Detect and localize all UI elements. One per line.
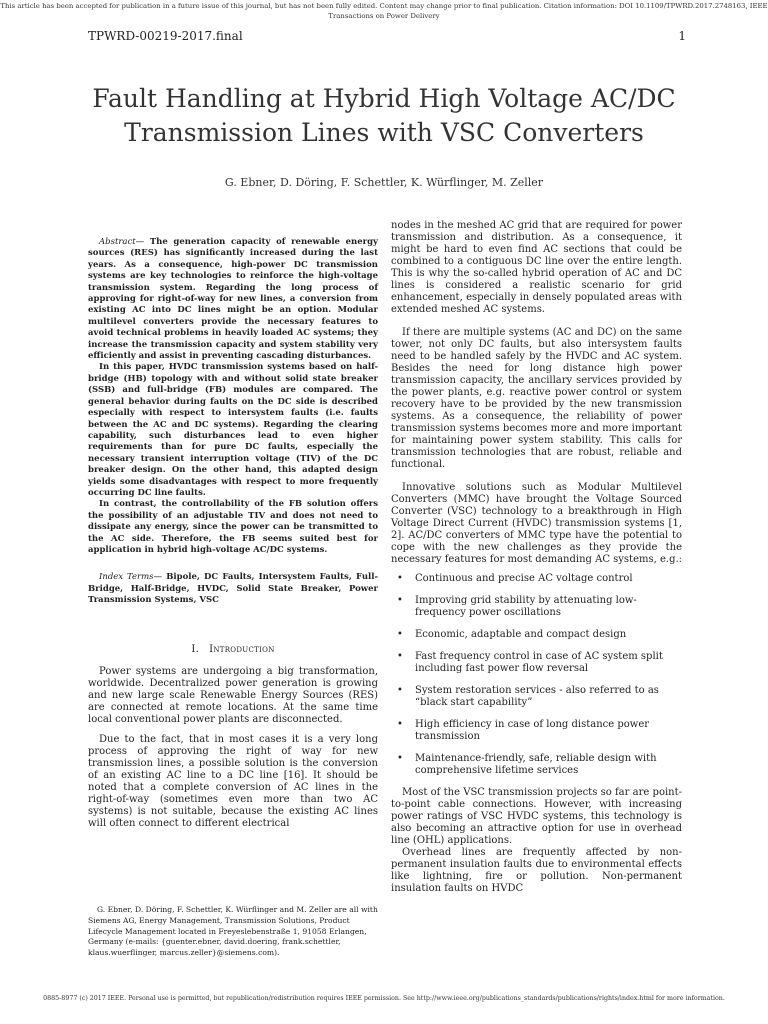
author-list: G. Ebner, D. Döring, F. Schettler, K. Würflinger, M. Zeller — [224, 176, 544, 189]
section-number: I. — [191, 643, 200, 655]
bullet-icon: • — [397, 651, 403, 662]
right-paragraph-1: nodes in the meshed AC grid that are required for power transmission and distribution. As a consequence, it might be hard to even find AC sections that could be combined to a contiguous DC line over the entire length. This is why the so-called hybrid operation of AC and DC lines is considered a realistic scenario for grid enhancement, especially in densely populated areas with extended meshed AC systems. — [391, 220, 682, 315]
bullet-icon: • — [397, 719, 403, 730]
title-line-1: Fault Handling at Hybrid High Voltage AC/DC — [92, 84, 676, 113]
index-terms-label: Index Terms— — [99, 572, 163, 583]
abstract-paragraph-3: In contrast, the controllability of the FB solution offers the possibility of an adjustable TIV and does not need to dissipate any energy, since the power can be transmitted to the AC side. Therefore, the FB seems suited best for application in hybrid high-voltage AC/DC systems. — [88, 499, 378, 555]
bullet-icon: • — [397, 573, 403, 584]
section-heading-introduction — [88, 644, 378, 656]
intro-paragraph-2: Due to the fact, that in most cases it is a very long process of approving the right of way for new transmission lines, a possible solution is the conversion of an existing AC line to a DC line [16]. It should be noted that a complete conversion of AC lines in the right-of-way (sometimes even more than two AC systems) is not suitable, because the existing AC lines will often connect to different electrical — [88, 733, 378, 829]
index-terms-text: Bipole, DC Faults, Intersystem Faults, Full-Bridge, Half-Bridge, HVDC, Solid State Breaker, Power Transmission Systems, VSC — [88, 572, 379, 606]
page-number: 1 — [678, 29, 686, 43]
abstract-label: Abstract— — [99, 237, 145, 247]
feature-list-item: • High efficiency in case of long distance power transmission — [397, 719, 650, 742]
bullet-icon: • — [397, 595, 403, 606]
introduction-body — [88, 666, 378, 830]
feature-list-item: • Fast frequency control in case of AC system split including fast power flow reversal — [397, 651, 663, 674]
abstract — [88, 237, 378, 556]
left-column — [88, 237, 378, 838]
right-paragraph-3: Innovative solutions such as Modular Multilevel Converters (MMC) have brought the Voltage Sourced Converter (VSC) technology to a breakthrough in High Voltage Direct Current (HVDC) transmission systems [1, 2]. AC/DC converters of MMC type have the potential to cope with the new challenges as they provide the necessary features for most demanding AC systems, e.g.: — [391, 482, 683, 565]
right-paragraph-2: If there are multiple systems (AC and DC) on the same tower, not only DC faults, but also intersystem faults need to be handled safely by the HVDC and AC system. Besides the need for long distance high power transmission capacity, the ancillary services provided by the power plants, e.g. reactive power control or system recovery have to be provided by the new transmission systems. As a consequence, the reliability of power transmission systems becomes more and more important for maintaining power system stability. This calls for transmission technologies that are robust, reliable and functional. — [391, 327, 682, 470]
feature-list-item: • System restoration services - also referred to as “black start capability” — [397, 685, 659, 708]
right-paragraph-4: Most of the VSC transmission projects so far are point-to-point cable connections. However, with increasing power ratings of VSC HVDC systems, this technology is also becoming an attractive option for use in overhead line (OHL) applications. — [391, 787, 682, 846]
author-affiliation-footnote — [88, 905, 378, 959]
right-column — [391, 220, 682, 895]
feature-list-item: • Maintenance-friendly, safe, reliable design with comprehensive lifetime services — [397, 753, 657, 776]
publication-notice-line2: Transactions on Power Delivery — [328, 12, 440, 20]
abstract-paragraph-1 — [88, 237, 378, 362]
index-terms — [88, 572, 378, 606]
copyright-notice: 0885-8977 (c) 2017 IEEE. Personal use is permitted, but republication/redistribution requires IEEE permission. See http://www.ieee.org/publications_standards/publications/rights/index.html for more information. — [43, 995, 725, 1002]
publication-notice-line1: This article has been accepted for publication in a future issue of this journal, but has not been fully edited. Content may change prior to final publication. Citation information: DOI 10.1109/TPWRD.2017.2748163, IEEE — [0, 2, 768, 10]
title-line-2: Transmission Lines with VSC Converters — [124, 118, 644, 147]
right-paragraph-5: Overhead lines are frequently affected by non-permanent insulation faults due to environmental effects like lightning, fire or pollution. Non-permanent insulation faults on HVDC — [391, 847, 682, 894]
feature-list-item: • Continuous and precise AC voltage control — [397, 573, 633, 584]
section-title: Introduction — [209, 643, 275, 655]
running-header — [88, 29, 686, 45]
bullet-icon: • — [397, 629, 403, 640]
publication-notice — [0, 1, 768, 21]
feature-list-item: • Improving grid stability by attenuating low-frequency power oscillations — [397, 595, 637, 618]
bullet-icon: • — [397, 685, 403, 696]
abstract-text-1: The generation capacity of renewable energy sources (RES) has significantly increased during the last years. As a consequence, high-power DC transmission systems are key technologies to reinforce the high-voltage transmission system. Regarding the long process of approving for right-of-way for new lines, a conversion from existing AC into DC lines might be an option. Modular multilevel converters provide the necessary features to avoid technical problems in heavily loaded AC systems; they increase the transmission capacity and system stability very efficiently and assist in preventing cascading disturbances. — [88, 237, 378, 362]
paper-title — [80, 82, 688, 150]
feature-list-item: • Economic, adaptable and compact design — [397, 629, 627, 640]
bullet-icon: • — [397, 753, 403, 764]
paper-id: TPWRD-00219-2017.final — [88, 29, 243, 43]
feature-list — [391, 573, 682, 777]
footnote-text: G. Ebner, D. Döring, F. Schettler, K. Würflinger and M. Zeller are all with Siemens AG, Energy Management, Transmission Solutions, Product Lifecycle Management located in Freyeslebenstraße 1, 91058 Erlangen, Germany (e-mails: {guenter.ebner, david.doering, frank.schettler, klaus.wuerflinger, marcus.zeller}@siemens.com). — [88, 905, 378, 958]
abstract-paragraph-2: In this paper, HVDC transmission systems based on half-bridge (HB) topology with and without solid state breaker (SSB) and full-bridge (FB) modules are compared. The general behavior during faults on the DC side is described especially with respect to intersystem faults (i.e. faults between the AC and DC systems). Regarding the clearing capability, such disturbances lead to even higher requirements than for pure DC faults, especially the necessary transient interruption voltage (TIV) of the DC breaker design. On the other hand, this adapted design yields some disadvantages with respect to more frequently occurring DC line faults. — [88, 362, 378, 498]
intro-paragraph-1: Power systems are undergoing a big transformation, worldwide. Decentralized power generation is growing and new large scale Renewable Energy Sources (RES) are connected at remote locations. At the same time local conventional power plants are disconnected. — [88, 665, 378, 725]
